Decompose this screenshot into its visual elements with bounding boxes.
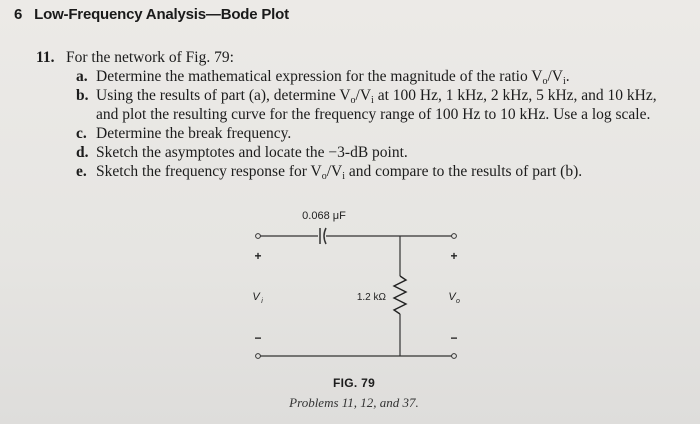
problem-11 xyxy=(36,48,692,181)
part-b-line-2: and plot the resulting curve for the frequency range of 100 Hz to 10 kHz. Use a log scale. xyxy=(96,106,651,123)
output-terminal-bottom xyxy=(452,354,457,359)
chapter-header xyxy=(14,6,289,23)
input-terminal-top xyxy=(256,234,261,239)
part-text: Determine the break frequency. xyxy=(96,125,292,142)
resistor-zigzag xyxy=(394,276,406,314)
part-c xyxy=(36,124,692,143)
output-terminal-top xyxy=(452,234,457,239)
part-label: e. xyxy=(76,163,87,180)
subscript: o xyxy=(321,171,327,182)
part-b xyxy=(36,86,692,124)
input-terminal-bottom xyxy=(256,354,261,359)
part-text: Determine the mathematical expression for the magnitude of the ratio V xyxy=(96,68,543,85)
capacitor-plate-right xyxy=(324,228,326,244)
part-label: d. xyxy=(76,144,89,161)
part-label: b. xyxy=(76,87,89,104)
part-text: /V xyxy=(547,68,563,85)
subscript: i xyxy=(342,171,345,182)
chapter-number: 6 xyxy=(14,6,23,23)
output-minus-sign: − xyxy=(450,331,458,345)
subscript: o xyxy=(350,95,356,106)
input-plus-sign: + xyxy=(254,249,262,263)
part-text: Sketch the frequency response for V xyxy=(96,163,322,180)
output-voltage-label: V xyxy=(448,291,456,303)
part-text: /V xyxy=(326,163,343,180)
subscript: o xyxy=(542,76,548,87)
output-plus-sign: + xyxy=(450,249,458,263)
part-text: and compare to the results of part (b). xyxy=(344,163,583,180)
figure-caption: Problems 11, 12, and 37. xyxy=(289,395,419,410)
output-voltage-subscript: o xyxy=(456,298,460,305)
chapter-title: Low-Frequency Analysis—Bode Plot xyxy=(34,6,289,23)
part-label: a. xyxy=(76,68,88,85)
input-voltage-label: V xyxy=(252,291,260,303)
part-text: Sketch the asymptotes and locate the −3-dB point. xyxy=(96,144,408,161)
part-text: at 100 Hz, 1 kHz, 2 kHz, 5 kHz, and 10 kHz, xyxy=(373,87,657,104)
part-text: . xyxy=(565,68,570,85)
part-a xyxy=(36,67,692,86)
part-text: /V xyxy=(355,87,372,104)
part-text: Using the results of part (a), determine V xyxy=(96,87,351,104)
part-d xyxy=(36,143,692,162)
capacitor-label: 0.068 μF xyxy=(302,210,346,222)
problem-intro: For the network of Fig. 79: xyxy=(66,49,234,66)
problem-number: 11. xyxy=(36,49,55,66)
subscript: i xyxy=(371,95,374,106)
figure-title: FIG. 79 xyxy=(332,376,376,390)
input-voltage-subscript: i xyxy=(261,298,263,305)
input-minus-sign: − xyxy=(254,331,262,345)
part-e xyxy=(36,162,692,181)
problem-intro-line xyxy=(36,48,692,67)
rc-circuit-diagram xyxy=(240,206,480,376)
resistor-label: 1.2 kΩ xyxy=(356,292,386,303)
subscript: i xyxy=(562,76,566,87)
part-label: c. xyxy=(76,125,87,142)
